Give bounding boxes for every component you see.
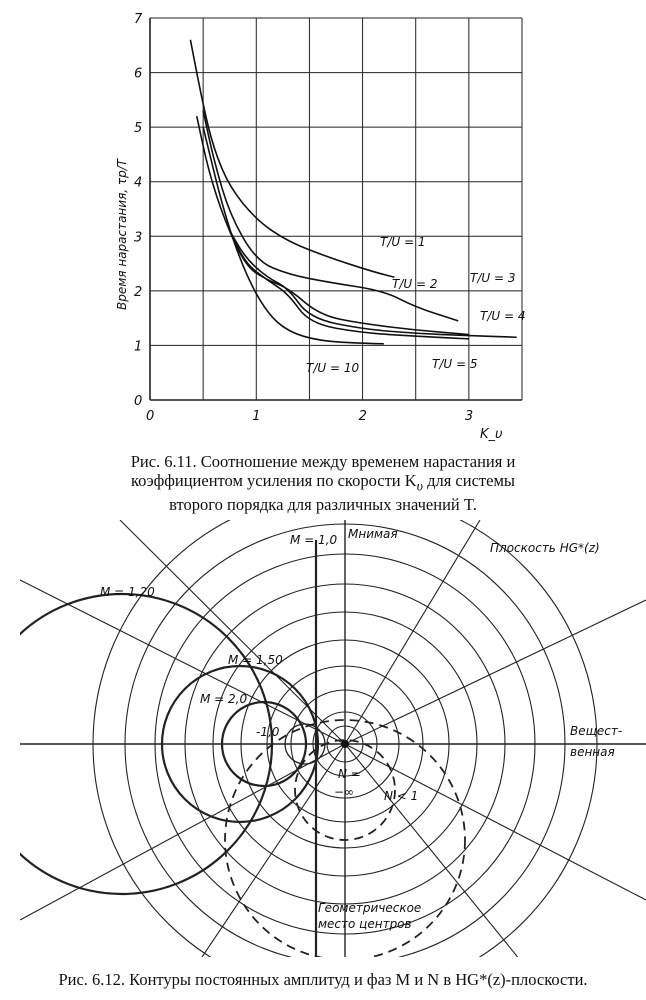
y-tick-label: 6	[134, 66, 143, 82]
chart-grid	[150, 18, 522, 400]
y-axis-label: Время нарастания, τp/T	[115, 158, 129, 310]
caption-line: Рис. 6.11. Соотношение между временем нарастания и	[130, 452, 516, 471]
label-tu1: T/U = 1	[380, 235, 426, 249]
label-imag: Мнимая	[348, 527, 398, 541]
rise-time-chart	[0, 0, 646, 450]
y-tick-label: 3	[134, 230, 143, 246]
caption-line: второго порядка для различных значений T.	[169, 495, 477, 515]
label-tu5: T/U = 5	[432, 357, 478, 371]
caption-line: Рис. 6.12. Контуры постоянных амплитуд и фаз M и N в HG*(z)-плоскости.	[58, 970, 588, 989]
y-tick-label: 2	[134, 284, 143, 300]
chart-curves	[190, 40, 516, 344]
x-tick-label: 0	[146, 409, 155, 424]
label-tu4: T/U = 4	[480, 309, 526, 323]
label-tu10: T/U = 10	[306, 361, 360, 375]
label-n-inf-1: N =	[338, 767, 361, 781]
label-m120: M = 1,20	[100, 585, 155, 599]
label-m20: M = 2,0	[200, 692, 248, 706]
y-tick-label: 7	[134, 12, 143, 27]
label-m150: M = 1,50	[228, 653, 283, 667]
y-tick-label: 0	[134, 394, 143, 409]
label-centers-2: место центров	[318, 917, 412, 931]
label-n-lt1: N < 1	[384, 789, 419, 803]
label-plane: Плоскость HG*(z)	[490, 541, 600, 555]
origin-marker	[341, 740, 349, 748]
x-tick-label: 1	[252, 409, 261, 424]
y-tick-label: 1	[134, 339, 143, 355]
y-tick-label: 4	[134, 175, 143, 191]
caption-line: коэффициентом усиления по скорости $K_\upsilon$ для системы	[131, 471, 515, 494]
label-minus1: -1,0	[256, 725, 280, 739]
label-n-inf-2: −∞	[334, 785, 355, 799]
curve-series-3	[197, 116, 469, 334]
label-real-1: Вещест-	[570, 724, 623, 738]
figure-caption-6-12	[0, 970, 646, 989]
axis-ticks	[134, 12, 473, 424]
label-tu2: T/U = 2	[392, 277, 438, 291]
y-tick-label: 5	[134, 121, 143, 137]
label-centers-1: Геометрическое	[318, 901, 422, 915]
figure-caption-6-11	[0, 452, 646, 514]
label-m10: M = 1,0	[290, 533, 338, 547]
label-tu3: T/U = 3	[470, 271, 516, 285]
x-tick-label: 2	[358, 409, 367, 424]
curve-series-1	[190, 40, 394, 277]
x-axis-label: K_υ	[480, 427, 503, 442]
m-circles	[0, 540, 325, 960]
x-tick-label: 3	[464, 409, 474, 424]
m-n-contours-plot	[0, 515, 646, 965]
curve-series-6	[203, 127, 384, 344]
label-real-2: венная	[570, 745, 615, 759]
